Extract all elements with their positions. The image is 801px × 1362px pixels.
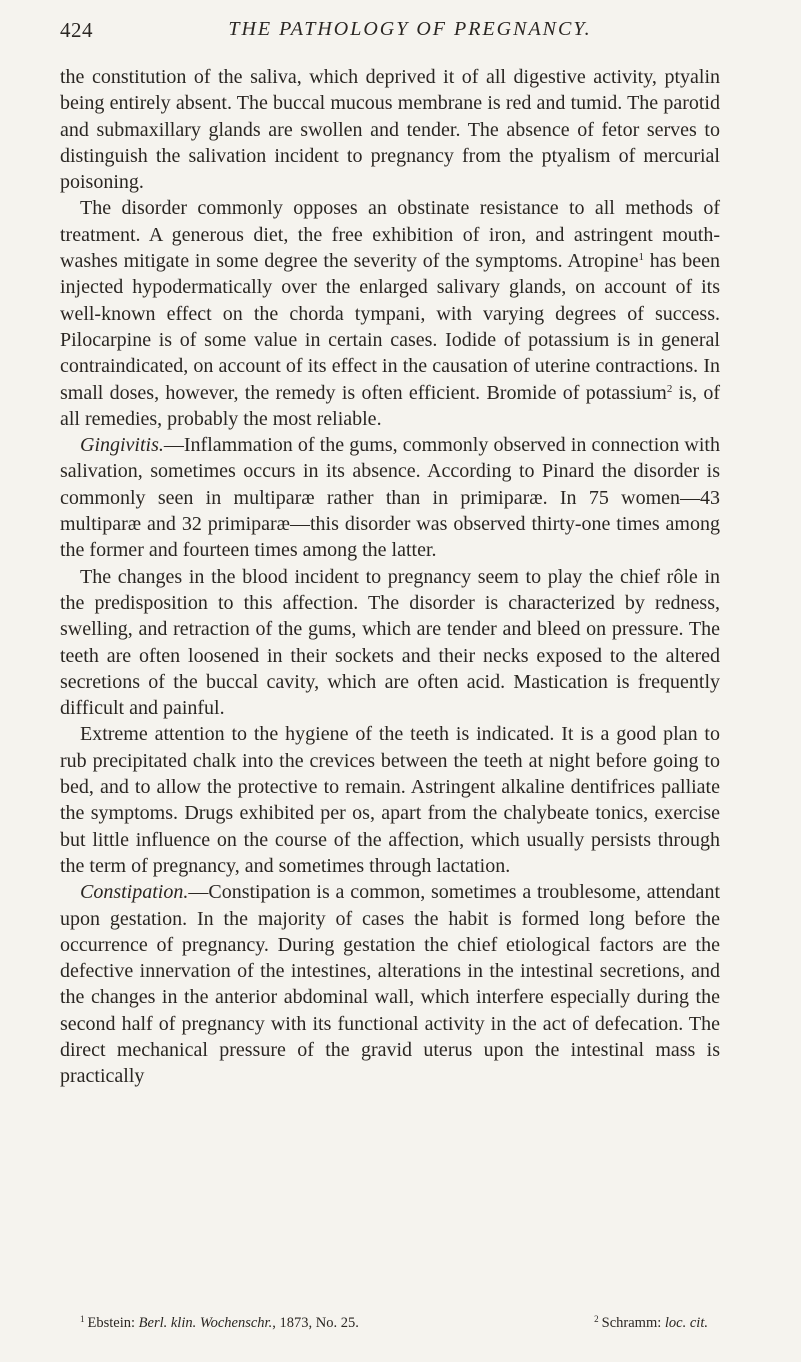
paragraph-gingivitis: Gingivitis.—Inflammation of the gums, commonly observed in connection with salivation, sometimes occurs in its absence. According to Pinard the disorder is commonly seen in multiparæ rather than in primiparæ. In 75 women—43 multiparæ and 32 primiparæ—this disorder was observed thirty-one times among the former and fourteen times among the latter. <box>60 434 720 562</box>
running-title: THE PATHOLOGY OF PREGNANCY. <box>228 18 592 40</box>
section-title-gingivitis: Gingivitis. <box>80 434 164 457</box>
paragraph-saliva-continuation: the constitution of the saliva, which deprived it of all digestive activity, ptyalin being entirely absent. The buccal mucous membrane is red and tumid. The parotid and submaxillary glands are swollen and tender. The absence of fetor serves to distinguish the salivation incident to pregnancy from the ptyalism of mercurial poisoning. <box>60 66 720 194</box>
footnote-2: $^2$ Schramm: loc. cit. <box>594 1314 708 1331</box>
paragraph-hygiene: Extreme attention to the hygiene of the teeth is indicated. It is a good plan to rub precipitated chalk into the crevices between the teeth at night before going to bed, and to allow the protective to remain. Astringent alkaline dentifrices palliate the symptoms. Drugs exhibited per os, apart from the chalybeate tonics, exercise but little influence on the course of the affection, which usually persists through the term of pregnancy, and sometimes through lactation. <box>60 723 720 877</box>
footnote-ref-1: 1 <box>638 251 644 264</box>
paragraph-constipation: Constipation.—Constipation is a common, sometimes a troublesome, attendant upon gestation. In the majority of cases the habit is formed long before the occurrence of pregnancy. During gestation the chief etiological factors are the defective innervation of the intestines, alterations in the intestinal secretions, and the changes in the anterior abdominal wall, which interfere especially during the second half of pregnancy with its functional activity in the act of defecation. The direct mechanical pressure of the gravid uterus upon the intestinal mass is practically <box>60 881 720 1088</box>
paragraph-treatment: The disorder commonly opposes an obstinate resistance to all methods of treatment. A generous diet, the free exhibition of iron, and astringent mouth-washes mitigate in some degree the severity of the symptoms. Atropine$^1$ has been injected hypodermatically over the enlarged salivary glands, on account of its well-known effect on the chorda tympani, with varying degrees of success. Pilocarpine is of some value in certain cases. Iodide of potassium is in general contraindicated, on account of its effect in the causation of uterine contractions. In small doses, however, the remedy is often efficient. Bromide of potassium$^2$ is, of all remedies, probably the most reliable. <box>60 197 720 430</box>
paragraph-blood-changes: The changes in the blood incident to pregnancy seem to play the chief rôle in the predisposition to this affection. The disorder is characterized by redness, swelling, and retraction of the gums, which are tender and bleed on pressure. The teeth are often loosened in their sockets and their necks exposed to the altered secretions of the buccal cavity, which are often acid. Mastication is frequently difficult and painful. <box>60 565 720 720</box>
page-number: 424 <box>60 18 93 42</box>
footnote-1: $^1$ Ebstein: Berl. klin. Wochenschr., 1873, No. 25. <box>80 1314 359 1331</box>
page-header <box>60 18 720 48</box>
section-title-constipation: Constipation. <box>80 881 189 904</box>
footnote-ref-2: 2 <box>666 382 673 395</box>
body-text <box>60 64 720 1090</box>
